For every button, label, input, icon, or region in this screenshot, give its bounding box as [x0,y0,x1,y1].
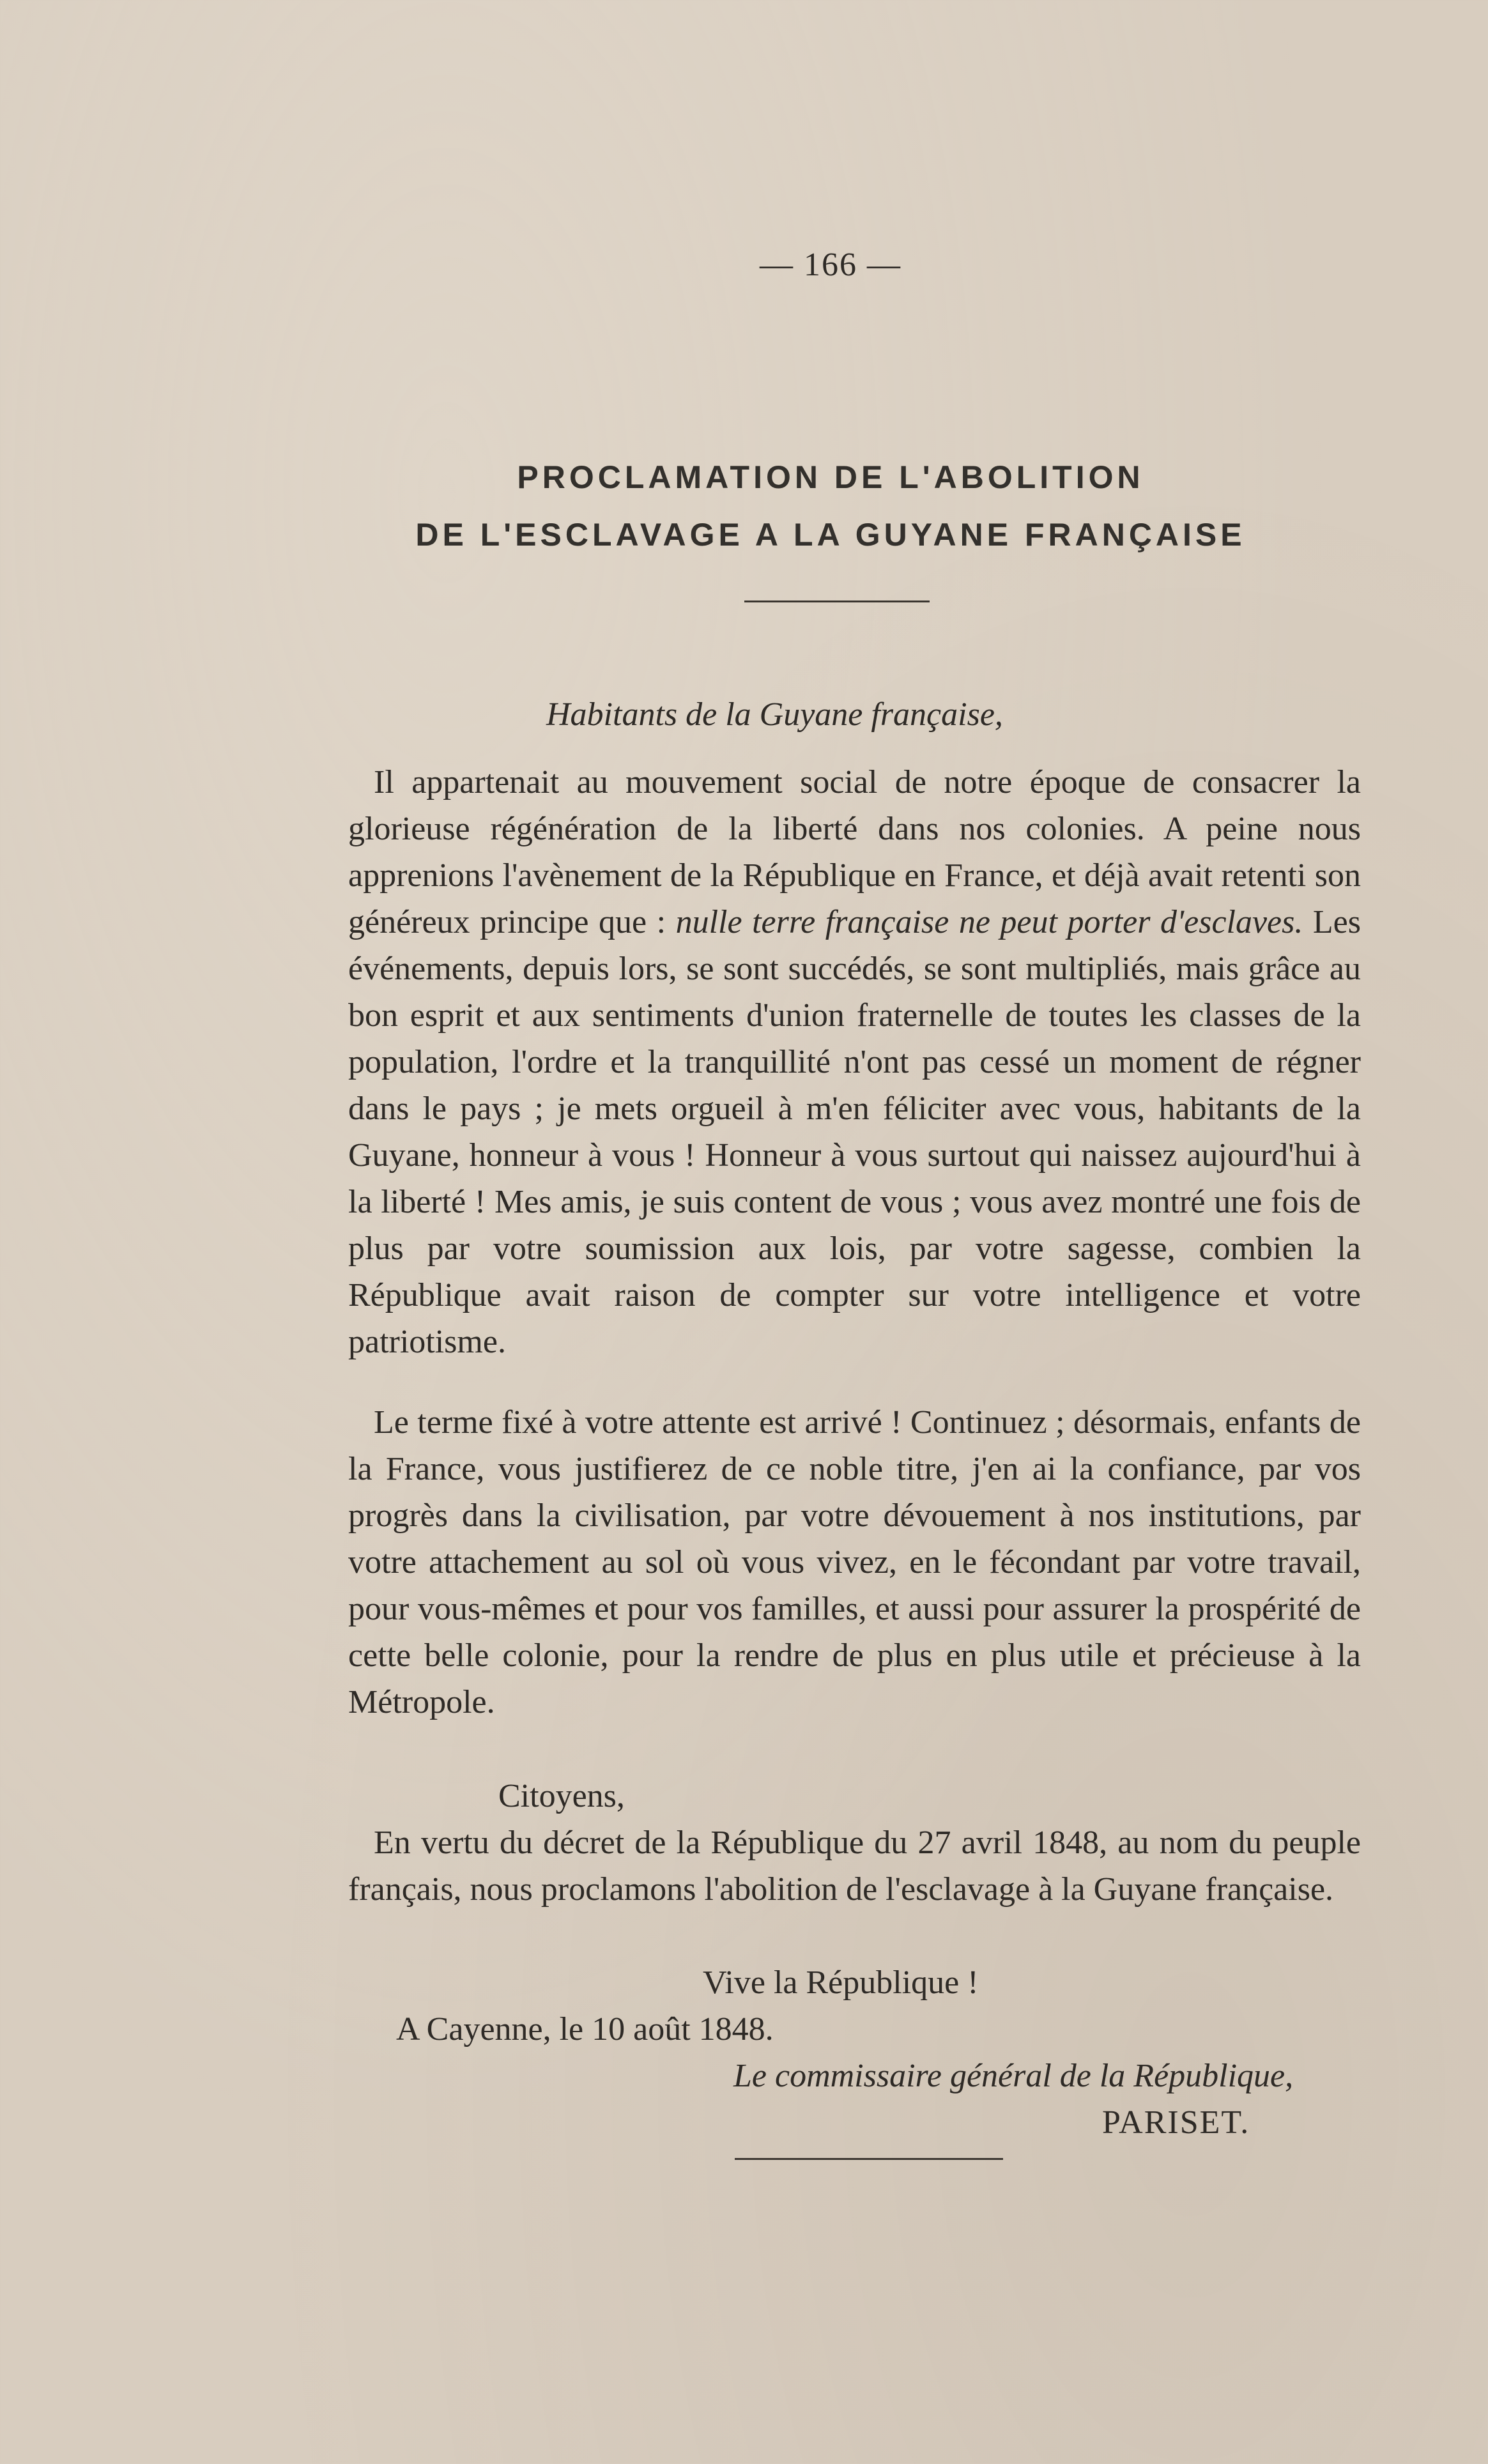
place-and-date: A Cayenne, le 10 août 1848. [396,2011,774,2047]
title-line-1: PROCLAMATION DE L'ABOLITION [517,459,1144,495]
paragraph-2: Le terme fixé à votre attente est arrivé ! Continuez ; désormais, enfants de la France, vous justifierez de ce noble titre, j'en ai la confiance, par vos progrès dans la civilisation, par votre dévouement à nos institutions, par votre attachement au sol où vous vivez, en le fécondant par votre travail, pour vous-mêmes et pour vos familles, et aussi pour assurer la prospérité de cette belle colonie, pour la rendre de plus en plus utile et précieuse à la Métropole. [348,1404,1361,1720]
signature-title: Le commissaire général de la République, [733,2058,1294,2094]
signature-name: PARISET. [1102,2104,1250,2141]
title-line-2: DE L'ESCLAVAGE A LA GUYANE FRANÇAISE [415,517,1246,553]
citoyens-address: Citoyens, [498,1778,625,1814]
title-divider [744,601,930,602]
paragraph-1-rest: Les événements, depuis lors, se sont succédés, se sont multipliés, mais grâce au bon esprit et aux sentiments d'union fraternelle de toutes les classes de la population, l'ordre et la tranquillité n'ont pas cessé un moment de régner dans le pays ; je mets orgueil à m'en féliciter avec vous, habitants de la Guyane, honneur à vous ! Honneur à vous surtout qui naissez aujourd'hui à la liberté ! Mes amis, je suis content de vous ; vous avez montré une fois de plus par votre soumission aux lois, par votre sagesse, combien la République avait raison de compter sur votre intelligence et votre patriotisme. [348,904,1361,1360]
salutation: Habitants de la Guyane française, [546,696,1003,733]
paragraph-1-emphasis: nulle terre française ne peut porter d'esclaves. [675,904,1303,940]
closing-divider [735,2158,1003,2160]
paragraph-1 [348,759,1361,1365]
paragraph-1-lead: Il appartenait au mouvement social de notre époque de consacrer la glorieuse régénération de la liberté dans nos colonies. A peine nous apprenions l'avènement de la République en France, et déjà avait retenti son généreux principe que : [348,764,1361,940]
page-number: — 166 — [760,247,901,283]
paragraph-3: En vertu du décret de la République du 27 avril 1848, au nom du peuple français, nous proclamons l'abolition de l'esclavage à la Guyane française. [348,1825,1361,1908]
vive-la-republique: Vive la République ! [703,1964,979,2001]
